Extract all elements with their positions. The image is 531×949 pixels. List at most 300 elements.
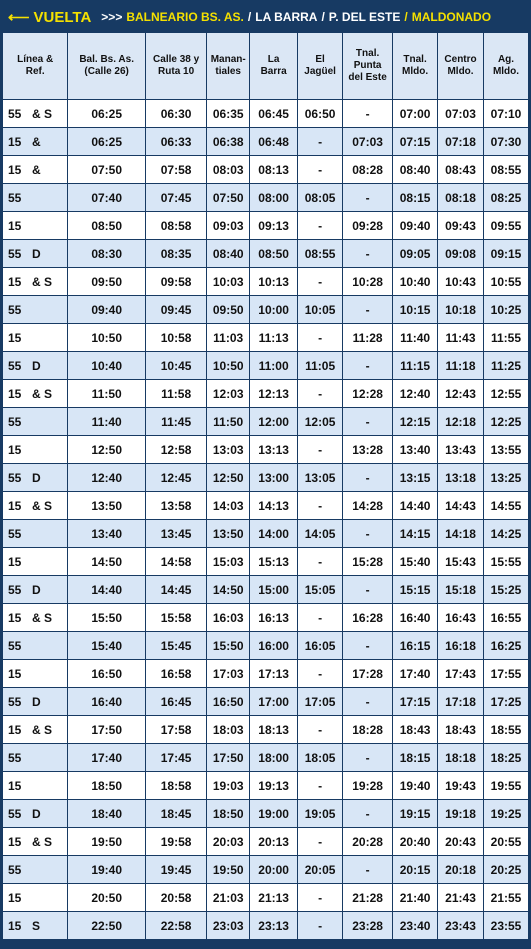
- time-cell: 18:40: [68, 800, 146, 828]
- time-cell: 13:13: [250, 436, 298, 464]
- time-cell: 14:05: [298, 520, 343, 548]
- line-ref-cell: [3, 828, 68, 856]
- time-cell: 11:25: [484, 352, 529, 380]
- table-row: [3, 352, 529, 380]
- time-cell: 21:28: [343, 884, 393, 912]
- time-cell: 08:55: [298, 240, 343, 268]
- time-cell: 22:50: [68, 912, 146, 940]
- line-number: 15: [8, 162, 22, 177]
- table-row: [3, 660, 529, 688]
- line-number: 55: [8, 414, 22, 429]
- time-cell: 16:05: [298, 632, 343, 660]
- time-cell: 12:40: [68, 464, 146, 492]
- line-number: 55: [8, 106, 22, 121]
- time-cell: 18:18: [438, 744, 484, 772]
- time-cell: 13:18: [438, 464, 484, 492]
- table-row: [3, 128, 529, 156]
- time-cell: 17:03: [207, 660, 250, 688]
- time-cell: 14:43: [438, 492, 484, 520]
- line-ref-cell: [3, 716, 68, 744]
- time-cell: 06:38: [207, 128, 250, 156]
- route-ref: & S: [32, 106, 53, 121]
- time-cell: 07:03: [438, 100, 484, 128]
- time-cell: 15:58: [145, 604, 206, 632]
- time-cell: 06:48: [250, 128, 298, 156]
- time-cell: 20:15: [393, 856, 438, 884]
- line-ref-cell: [3, 492, 68, 520]
- time-cell: 14:45: [145, 576, 206, 604]
- time-cell: 21:13: [250, 884, 298, 912]
- time-cell: -: [343, 352, 393, 380]
- time-cell: 18:43: [393, 716, 438, 744]
- line-number: 15: [8, 890, 22, 905]
- table-row: [3, 548, 529, 576]
- time-cell: 15:13: [250, 548, 298, 576]
- title-bar: [2, 2, 529, 32]
- time-cell: 13:00: [250, 464, 298, 492]
- time-cell: 16:18: [438, 632, 484, 660]
- route-ref: D: [32, 470, 41, 485]
- line-number: 55: [8, 750, 22, 765]
- time-cell: 08:58: [145, 212, 206, 240]
- route-ref: & S: [32, 386, 53, 401]
- line-ref-cell: [3, 660, 68, 688]
- time-cell: 19:50: [68, 828, 146, 856]
- time-cell: 14:50: [207, 576, 250, 604]
- time-cell: 13:25: [484, 464, 529, 492]
- time-cell: 17:40: [68, 744, 146, 772]
- time-cell: -: [343, 576, 393, 604]
- time-cell: 13:50: [207, 520, 250, 548]
- time-cell: 18:45: [145, 800, 206, 828]
- column-header: Tnal. Mldo.: [393, 33, 438, 100]
- route-ref: & S: [32, 834, 53, 849]
- time-cell: 09:45: [145, 296, 206, 324]
- time-cell: 14:55: [484, 492, 529, 520]
- time-cell: 13:40: [68, 520, 146, 548]
- time-cell: 19:13: [250, 772, 298, 800]
- time-cell: 07:50: [68, 156, 146, 184]
- time-cell: 20:58: [145, 884, 206, 912]
- line-ref-cell: [3, 352, 68, 380]
- line-ref-cell: [3, 184, 68, 212]
- time-cell: 14:40: [393, 492, 438, 520]
- time-cell: 08:30: [68, 240, 146, 268]
- route-ref: D: [32, 358, 41, 373]
- time-cell: 13:45: [145, 520, 206, 548]
- time-cell: 14:00: [250, 520, 298, 548]
- line-ref-cell: [3, 884, 68, 912]
- table-row: [3, 800, 529, 828]
- time-cell: 07:58: [145, 156, 206, 184]
- time-cell: 15:40: [68, 632, 146, 660]
- line-number: 55: [8, 638, 22, 653]
- time-cell: 23:28: [343, 912, 393, 940]
- time-cell: 08:35: [145, 240, 206, 268]
- route-ref: D: [32, 246, 41, 261]
- time-cell: 19:03: [207, 772, 250, 800]
- line-ref-cell: [3, 856, 68, 884]
- line-ref-cell: [3, 100, 68, 128]
- line-number: 15: [8, 386, 22, 401]
- time-cell: 09:50: [207, 296, 250, 324]
- time-cell: 15:45: [145, 632, 206, 660]
- time-cell: 08:43: [438, 156, 484, 184]
- column-header: Bal. Bs. As. (Calle 26): [68, 33, 146, 100]
- time-cell: 15:03: [207, 548, 250, 576]
- line-ref-cell: [3, 548, 68, 576]
- time-cell: 10:13: [250, 268, 298, 296]
- line-ref-cell: [3, 520, 68, 548]
- table-row: [3, 156, 529, 184]
- time-cell: 07:15: [393, 128, 438, 156]
- route-ref: &: [32, 134, 41, 149]
- time-cell: 20:50: [68, 884, 146, 912]
- time-cell: 06:50: [298, 100, 343, 128]
- column-header: Centro Mldo.: [438, 33, 484, 100]
- time-cell: -: [343, 464, 393, 492]
- time-cell: 15:50: [68, 604, 146, 632]
- time-cell: 09:40: [393, 212, 438, 240]
- table-row: [3, 408, 529, 436]
- line-ref-cell: [3, 436, 68, 464]
- time-cell: -: [343, 688, 393, 716]
- time-cell: 10:45: [145, 352, 206, 380]
- line-ref-cell: [3, 240, 68, 268]
- time-cell: 19:25: [484, 800, 529, 828]
- time-cell: -: [298, 772, 343, 800]
- line-number: 15: [8, 274, 22, 289]
- time-cell: 16:50: [68, 660, 146, 688]
- time-cell: 18:15: [393, 744, 438, 772]
- route-ref: & S: [32, 722, 53, 737]
- time-cell: 16:43: [438, 604, 484, 632]
- time-cell: 20:40: [393, 828, 438, 856]
- table-row: [3, 492, 529, 520]
- time-cell: 23:03: [207, 912, 250, 940]
- time-cell: -: [298, 324, 343, 352]
- time-cell: 13:55: [484, 436, 529, 464]
- line-number: 15: [8, 918, 22, 933]
- time-cell: -: [298, 156, 343, 184]
- time-cell: 19:15: [393, 800, 438, 828]
- time-cell: 10:05: [298, 296, 343, 324]
- time-cell: 11:50: [207, 408, 250, 436]
- route-stop-1: BALNEARIO BS. AS.: [126, 10, 244, 24]
- time-cell: -: [298, 212, 343, 240]
- time-cell: 19:40: [68, 856, 146, 884]
- time-cell: 06:45: [250, 100, 298, 128]
- time-cell: 08:40: [393, 156, 438, 184]
- line-ref-cell: [3, 128, 68, 156]
- time-cell: 10:28: [343, 268, 393, 296]
- time-cell: 16:15: [393, 632, 438, 660]
- time-cell: 12:05: [298, 408, 343, 436]
- time-cell: 18:05: [298, 744, 343, 772]
- route-ref: D: [32, 694, 41, 709]
- time-cell: 12:03: [207, 380, 250, 408]
- time-cell: 13:28: [343, 436, 393, 464]
- route-stop-2: LA BARRA: [255, 10, 318, 24]
- column-header: Ag. Mldo.: [484, 33, 529, 100]
- time-cell: 16:55: [484, 604, 529, 632]
- time-cell: 15:40: [393, 548, 438, 576]
- time-cell: 07:50: [207, 184, 250, 212]
- time-cell: 21:40: [393, 884, 438, 912]
- time-cell: 15:15: [393, 576, 438, 604]
- time-cell: 08:40: [207, 240, 250, 268]
- time-cell: -: [343, 856, 393, 884]
- table-row: [3, 436, 529, 464]
- line-number: 55: [8, 302, 22, 317]
- line-ref-cell: [3, 772, 68, 800]
- table-row: [3, 296, 529, 324]
- time-cell: 16:40: [393, 604, 438, 632]
- time-cell: 17:18: [438, 688, 484, 716]
- time-cell: -: [298, 492, 343, 520]
- table-row: [3, 324, 529, 352]
- time-cell: -: [298, 380, 343, 408]
- time-cell: 11:43: [438, 324, 484, 352]
- line-number: 15: [8, 218, 22, 233]
- time-cell: 11:15: [393, 352, 438, 380]
- time-cell: 17:45: [145, 744, 206, 772]
- line-number: 15: [8, 134, 22, 149]
- time-cell: 19:40: [393, 772, 438, 800]
- time-cell: 19:45: [145, 856, 206, 884]
- time-cell: 18:43: [438, 716, 484, 744]
- table-row: [3, 380, 529, 408]
- line-number: 55: [8, 694, 22, 709]
- line-number: 55: [8, 470, 22, 485]
- time-cell: 22:58: [145, 912, 206, 940]
- time-cell: -: [298, 436, 343, 464]
- time-cell: -: [298, 828, 343, 856]
- line-number: 55: [8, 246, 22, 261]
- schedule-body: [3, 100, 529, 940]
- time-cell: 17:50: [207, 744, 250, 772]
- line-number: 15: [8, 722, 22, 737]
- time-cell: 10:18: [438, 296, 484, 324]
- line-number: 55: [8, 806, 22, 821]
- time-cell: 13:15: [393, 464, 438, 492]
- time-cell: 13:43: [438, 436, 484, 464]
- line-ref-cell: [3, 156, 68, 184]
- time-cell: 20:55: [484, 828, 529, 856]
- line-ref-cell: [3, 212, 68, 240]
- time-cell: 17:40: [393, 660, 438, 688]
- table-row: [3, 744, 529, 772]
- table-row: [3, 464, 529, 492]
- time-cell: 15:43: [438, 548, 484, 576]
- time-cell: 14:58: [145, 548, 206, 576]
- time-cell: 08:50: [68, 212, 146, 240]
- time-cell: 12:40: [393, 380, 438, 408]
- time-cell: 11:40: [393, 324, 438, 352]
- line-number: 15: [8, 666, 22, 681]
- time-cell: 12:28: [343, 380, 393, 408]
- time-cell: 15:05: [298, 576, 343, 604]
- time-cell: 12:43: [438, 380, 484, 408]
- time-cell: 09:50: [68, 268, 146, 296]
- time-cell: 16:03: [207, 604, 250, 632]
- time-cell: 17:58: [145, 716, 206, 744]
- line-ref-cell: [3, 744, 68, 772]
- time-cell: 11:45: [145, 408, 206, 436]
- time-cell: 15:25: [484, 576, 529, 604]
- table-row: [3, 912, 529, 940]
- time-cell: 23:13: [250, 912, 298, 940]
- line-ref-cell: [3, 688, 68, 716]
- time-cell: 09:03: [207, 212, 250, 240]
- route-stop-3: P. DEL ESTE: [328, 10, 401, 24]
- time-cell: -: [343, 744, 393, 772]
- time-cell: -: [298, 912, 343, 940]
- time-cell: 08:03: [207, 156, 250, 184]
- line-ref-cell: [3, 380, 68, 408]
- time-cell: 08:00: [250, 184, 298, 212]
- table-header-row: [3, 33, 529, 100]
- time-cell: 07:30: [484, 128, 529, 156]
- time-cell: 12:13: [250, 380, 298, 408]
- time-cell: 10:58: [145, 324, 206, 352]
- time-cell: 11:18: [438, 352, 484, 380]
- column-header: Línea & Ref.: [3, 33, 68, 100]
- time-cell: 06:25: [68, 128, 146, 156]
- line-ref-cell: [3, 912, 68, 940]
- line-ref-cell: [3, 800, 68, 828]
- line-number: 55: [8, 526, 22, 541]
- line-number: 15: [8, 834, 22, 849]
- time-cell: 08:15: [393, 184, 438, 212]
- time-cell: 10:25: [484, 296, 529, 324]
- line-number: 55: [8, 862, 22, 877]
- time-cell: 12:45: [145, 464, 206, 492]
- time-cell: 16:40: [68, 688, 146, 716]
- time-cell: -: [343, 184, 393, 212]
- route-ref: & S: [32, 274, 53, 289]
- time-cell: 08:13: [250, 156, 298, 184]
- time-cell: 09:43: [438, 212, 484, 240]
- time-cell: 20:25: [484, 856, 529, 884]
- route-ref: &: [32, 162, 41, 177]
- line-ref-cell: [3, 604, 68, 632]
- time-cell: -: [298, 604, 343, 632]
- time-cell: -: [298, 660, 343, 688]
- time-cell: 12:50: [207, 464, 250, 492]
- time-cell: 20:43: [438, 828, 484, 856]
- time-cell: 15:28: [343, 548, 393, 576]
- line-ref-cell: [3, 464, 68, 492]
- time-cell: 09:13: [250, 212, 298, 240]
- time-cell: 23:55: [484, 912, 529, 940]
- table-row: [3, 828, 529, 856]
- time-cell: 11:13: [250, 324, 298, 352]
- time-cell: 20:03: [207, 828, 250, 856]
- time-cell: 14:13: [250, 492, 298, 520]
- time-cell: 11:28: [343, 324, 393, 352]
- time-cell: 11:55: [484, 324, 529, 352]
- time-cell: 10:55: [484, 268, 529, 296]
- time-cell: 10:00: [250, 296, 298, 324]
- time-cell: 18:55: [484, 716, 529, 744]
- time-cell: 15:55: [484, 548, 529, 576]
- time-cell: 08:25: [484, 184, 529, 212]
- time-cell: 18:50: [68, 772, 146, 800]
- time-cell: 16:50: [207, 688, 250, 716]
- time-cell: 10:50: [68, 324, 146, 352]
- table-row: [3, 884, 529, 912]
- table-row: [3, 576, 529, 604]
- time-cell: 16:28: [343, 604, 393, 632]
- table-row: [3, 632, 529, 660]
- time-cell: 06:25: [68, 100, 146, 128]
- line-ref-cell: [3, 324, 68, 352]
- table-row: [3, 184, 529, 212]
- time-cell: 12:18: [438, 408, 484, 436]
- column-header: Tnal. Punta del Este: [343, 33, 393, 100]
- time-cell: 15:18: [438, 576, 484, 604]
- time-cell: 13:03: [207, 436, 250, 464]
- time-cell: 11:58: [145, 380, 206, 408]
- route-separator: /: [404, 10, 408, 24]
- table-row: [3, 604, 529, 632]
- time-cell: 10:40: [68, 352, 146, 380]
- time-cell: -: [343, 296, 393, 324]
- time-cell: 12:58: [145, 436, 206, 464]
- line-ref-cell: [3, 408, 68, 436]
- time-cell: 10:03: [207, 268, 250, 296]
- time-cell: 20:28: [343, 828, 393, 856]
- time-cell: -: [343, 408, 393, 436]
- time-cell: 18:58: [145, 772, 206, 800]
- time-cell: 07:00: [393, 100, 438, 128]
- time-cell: 16:25: [484, 632, 529, 660]
- schedule-table: [2, 32, 529, 940]
- time-cell: 09:15: [484, 240, 529, 268]
- line-ref-cell: [3, 632, 68, 660]
- time-cell: 16:58: [145, 660, 206, 688]
- time-cell: 15:50: [207, 632, 250, 660]
- time-cell: 13:50: [68, 492, 146, 520]
- time-cell: -: [298, 268, 343, 296]
- time-cell: 20:18: [438, 856, 484, 884]
- table-row: [3, 856, 529, 884]
- line-number: 15: [8, 330, 22, 345]
- time-cell: -: [298, 716, 343, 744]
- time-cell: 19:00: [250, 800, 298, 828]
- time-cell: 14:50: [68, 548, 146, 576]
- line-number: 15: [8, 610, 22, 625]
- time-cell: 16:45: [145, 688, 206, 716]
- time-cell: 17:00: [250, 688, 298, 716]
- time-cell: 08:55: [484, 156, 529, 184]
- column-header: La Barra: [250, 33, 298, 100]
- time-cell: 07:40: [68, 184, 146, 212]
- time-cell: 17:13: [250, 660, 298, 688]
- time-cell: 14:28: [343, 492, 393, 520]
- time-cell: 14:18: [438, 520, 484, 548]
- time-cell: 23:40: [393, 912, 438, 940]
- time-cell: 07:03: [343, 128, 393, 156]
- time-cell: 08:05: [298, 184, 343, 212]
- route-separator: /: [321, 10, 325, 24]
- chevrons-icon: >>>: [101, 10, 123, 24]
- line-number: 55: [8, 582, 22, 597]
- column-header: Manan- tiales: [207, 33, 250, 100]
- time-cell: 13:58: [145, 492, 206, 520]
- line-number: 55: [8, 358, 22, 373]
